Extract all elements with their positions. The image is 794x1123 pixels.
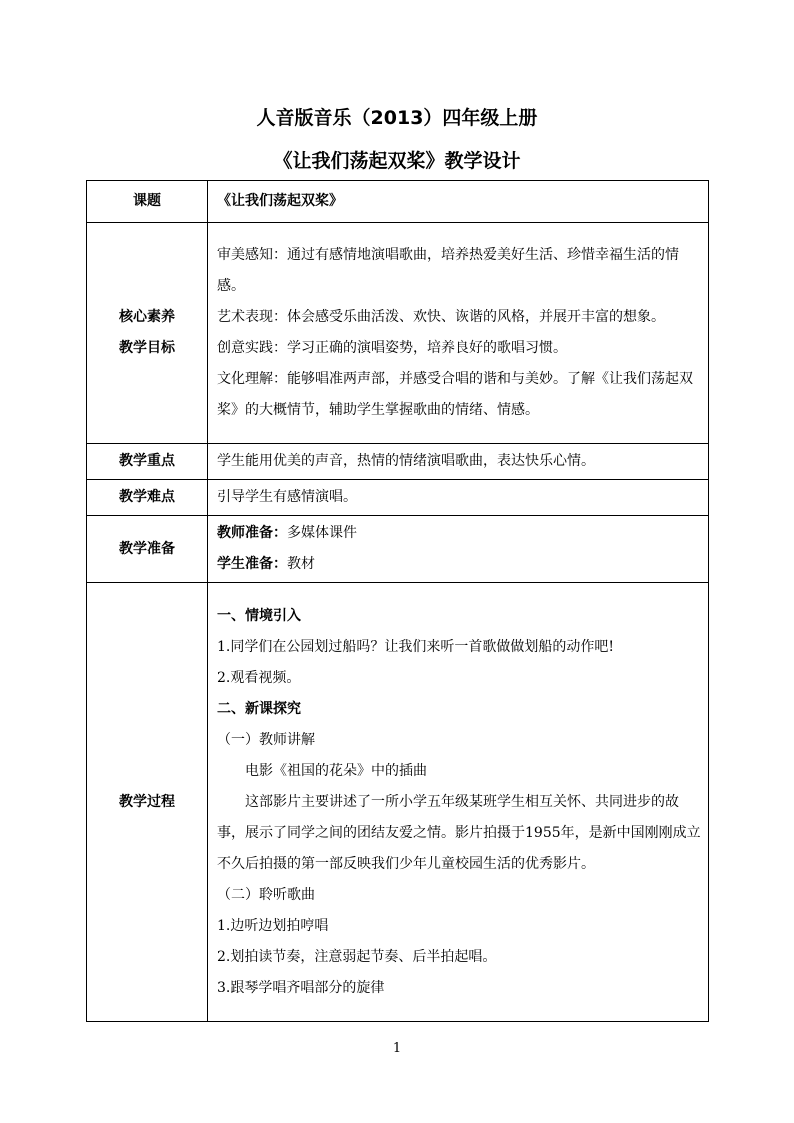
teacher-preparation-label: 教师准备： bbox=[217, 525, 287, 541]
key-point-value: 学生能用优美的声音，热情的情绪演唱歌曲，表达快乐心情。 bbox=[208, 444, 709, 480]
process-content bbox=[208, 583, 709, 1022]
table-row-difficulty bbox=[87, 480, 709, 516]
subsection-heading: （一）教师讲解 bbox=[217, 731, 315, 748]
difficulty-value: 引导学生有感情演唱。 bbox=[208, 480, 709, 516]
process-item: 1.边听边划拍哼唱 bbox=[217, 917, 329, 934]
goal-item: 艺术表现：体会感受乐曲活泼、欢快、诙谐的风格，并展开丰富的想象。 bbox=[217, 309, 665, 325]
goals-content bbox=[208, 223, 709, 444]
label-topic: 课题 bbox=[87, 181, 208, 223]
topic-value: 《让我们荡起双桨》 bbox=[208, 181, 709, 223]
label-preparation: 教学准备 bbox=[87, 516, 208, 583]
subsection-heading: （二）聆听歌曲 bbox=[217, 886, 315, 903]
student-preparation-label: 学生准备： bbox=[217, 556, 287, 572]
preparation-content bbox=[208, 516, 709, 583]
label-difficulty: 教学难点 bbox=[87, 480, 208, 516]
process-paragraph: 这部影片主要讲述了一所小学五年级某班学生相互关怀、共同进步的故事，展示了同学之间的团结友爱之情。影片拍摄于1955年，是新中国刚刚成立不久后拍摄的第一部反映我们少年儿童校园生活的优秀影片。 bbox=[217, 793, 701, 872]
goal-item: 审美感知：通过有感情地演唱歌曲，培养热爱美好生活、珍惜幸福生活的情感。 bbox=[217, 247, 679, 294]
student-preparation-value: 教材 bbox=[287, 556, 315, 572]
process-item: 3.跟琴学唱齐唱部分的旋律 bbox=[217, 979, 385, 996]
page-number: 1 bbox=[392, 1041, 402, 1056]
table-row-key-point bbox=[87, 444, 709, 480]
goal-item: 文化理解：能够唱准两声部，并感受合唱的谐和与美妙。了解《让我们荡起双桨》的大概情节，辅助学生掌握歌曲的情绪、情感。 bbox=[217, 371, 693, 418]
process-item: 2.划拍读节奏，注意弱起节奏、后半拍起唱。 bbox=[217, 948, 497, 965]
document-subtitle: 《让我们荡起双桨》教学设计 bbox=[273, 150, 521, 172]
label-process: 教学过程 bbox=[87, 583, 208, 1022]
label-goals-line1: 核心素养 bbox=[119, 309, 175, 325]
teacher-preparation bbox=[217, 518, 702, 549]
table-row-preparation bbox=[87, 516, 709, 583]
label-goals-line2: 教学目标 bbox=[119, 340, 175, 356]
process-item: 2.观看视频。 bbox=[217, 669, 301, 686]
label-key-point: 教学重点 bbox=[87, 444, 208, 480]
section-heading: 二、新课探究 bbox=[217, 700, 301, 717]
document-title: 人音版音乐（2013）四年级上册 bbox=[256, 107, 538, 129]
process-item: 1.同学们在公园划过船吗？让我们来听一首歌做做划船的动作吧! bbox=[217, 638, 614, 655]
table-row-goals bbox=[87, 223, 709, 444]
teacher-preparation-value: 多媒体课件 bbox=[287, 525, 357, 541]
goal-item: 创意实践：学习正确的演唱姿势，培养良好的歌唱习惯。 bbox=[217, 340, 567, 356]
table-row-process bbox=[87, 583, 709, 1022]
label-goals bbox=[87, 223, 208, 444]
lesson-plan-table bbox=[86, 180, 709, 1022]
process-text: 电影《祖国的花朵》中的插曲 bbox=[245, 762, 427, 779]
student-preparation bbox=[217, 549, 702, 580]
table-row-topic bbox=[87, 181, 709, 223]
section-heading: 一、情境引入 bbox=[217, 607, 301, 624]
